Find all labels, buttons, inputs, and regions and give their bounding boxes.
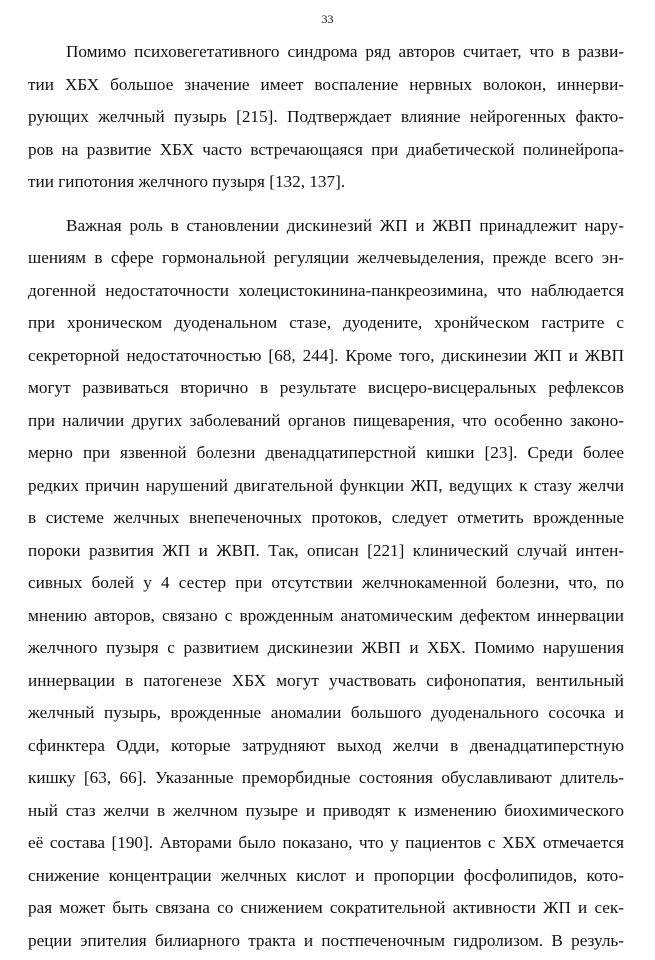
text-line: Помимо психовегетативного синдрома ряд авторов считает, что в разви-: [66, 42, 624, 61]
body-text: [28, 36, 624, 957]
text-line: при наличии других заболеваний органов пищеварения, что особенно законо-: [28, 410, 624, 430]
text-line: мнению авторов, связано с врожденным анатомическим дефектом иннервации: [28, 605, 624, 625]
text-line: ров на развитие ХБХ часто встречающаяся при диабетической полинейропа-: [28, 139, 624, 159]
text-line: кишку [63, 66]. Указанные преморбидные состояния обуславливают длитель-: [28, 768, 624, 787]
page-number: 33: [321, 12, 334, 26]
text-line: могут развиваться вторично в результате висцеро-висцеральных рефлексов: [28, 378, 624, 397]
text-line: Важная роль в становлении дискинезий ЖП и ЖВП принадлежит нару-: [66, 215, 624, 235]
text-line: тии ХБХ большое значение имеет воспаление нервных волокон, иннерви-: [28, 74, 624, 94]
text-line: секреторной недостаточностью [68, 244]. Кроме того, дискинезии ЖП и ЖВП: [28, 345, 624, 365]
text-line: желчный пузырь, врожденные аномалии большого дуоденального сосочка и: [28, 703, 624, 722]
text-line: мерно при язвенной болезни двенадцатиперстной кишки [23]. Среди более: [28, 443, 624, 462]
text-line: догенной недостаточности холецистокинина-панкреозимина, что наблюдается: [28, 280, 624, 300]
text-line: сивных болей у 4 сестер при отсутствии желчнокаменной болезни, что, по: [28, 573, 624, 592]
text-line: пороки развития ЖП и ЖВП. Так, описан [221] клинический случай интен-: [28, 540, 624, 560]
text-line: рая может быть связана со снижением сократительной активности ЖП и сек-: [28, 898, 624, 917]
text-line: реции эпителия билиарного тракта и постпеченочным гидролизом. В резуль-: [28, 930, 624, 950]
text-line: сфинктера Одди, которые затрудняют выход желчи в двенадцатиперстную: [28, 735, 624, 755]
text-line: снижение концентрации желчных кислот и пропорции фосфолипидов, кото-: [28, 865, 624, 885]
text-line: редких причин нарушений двигательной функции ЖП, ведущих к стазу желчи: [28, 475, 624, 495]
text-line: при хроническом дуоденальном стазе, дуодените, хронйческом гастрите с: [28, 313, 624, 332]
text-line: в системе желчных внепеченочных протоков, следует отметить врожденные: [28, 508, 624, 527]
text-line: желчного пузыря с развитием дискинезии ЖВП и ХБХ. Помимо нарушения: [28, 638, 624, 657]
paragraph-2: [28, 210, 624, 958]
text-line: шениям в сфере гормональной регуляции желчевыделения, прежде всего эн-: [28, 248, 624, 267]
text-line: тии гипотония желчного пузыря [132, 137].: [28, 172, 346, 191]
text-line: её состава [190]. Авторами было показано, что у пациентов с ХБХ отмечается: [28, 833, 624, 852]
text-line: ный стаз желчи в желчном пузыре и приводят к изменению биохимического: [28, 800, 624, 820]
text-line: иннервации в патогенезе ХБХ могут участвовать сифонопатия, вентильный: [28, 670, 624, 690]
paragraph-1: [28, 36, 624, 199]
paragraph-spacer: [28, 199, 624, 210]
text-line: рующих желчный пузырь [215]. Подтверждает влияние нейрогенных факто-: [28, 107, 624, 126]
